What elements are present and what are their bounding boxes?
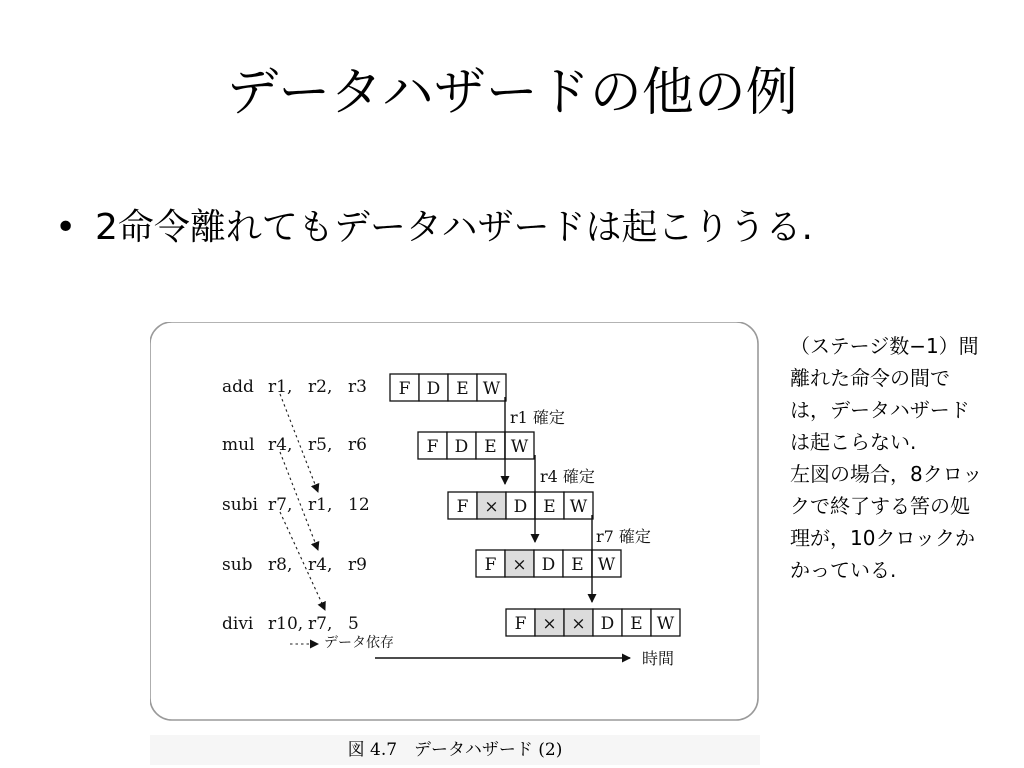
confirm-label-r4: r4 確定 — [540, 467, 595, 486]
stall-label: × — [512, 555, 527, 575]
stage-label: E — [484, 437, 497, 457]
stage-label: F — [514, 614, 527, 634]
instruction-2-src2: r6 — [348, 435, 367, 455]
note-line: 理が，10クロックか — [790, 526, 976, 550]
instruction-2-src1: r5, — [308, 435, 333, 455]
pipeline-diagram — [150, 322, 760, 722]
pipeline-figure — [150, 322, 760, 722]
instruction-1-dst: r1, — [268, 377, 293, 397]
stage-label: W — [510, 437, 529, 457]
bullet-text: 2命令離れてもデータハザードは起こりうる. — [95, 207, 813, 248]
stage-label: D — [600, 614, 615, 634]
instruction-5-op: divi — [222, 614, 254, 634]
bullet-dot-icon: • — [55, 207, 77, 248]
note-line: クで終了する筈の処 — [790, 494, 970, 518]
note-line: かっている. — [790, 558, 897, 582]
instruction-5-src2: 5 — [348, 614, 359, 634]
note-line: は起こらない. — [790, 430, 917, 454]
stage-label: D — [513, 497, 528, 517]
stage-label: E — [571, 555, 584, 575]
stage-label: W — [569, 497, 588, 517]
figure-caption: 図 4.7 データハザード (2) — [150, 735, 760, 765]
stage-label: W — [482, 379, 501, 399]
bullet-item — [55, 200, 813, 256]
confirm-label-r7: r7 確定 — [596, 527, 651, 546]
instruction-1-op: add — [222, 377, 254, 397]
instruction-4-dst: r8, — [268, 555, 293, 575]
stage-label: W — [656, 614, 675, 634]
side-note — [790, 330, 1015, 586]
legend-label: データ依存 — [324, 635, 394, 651]
instruction-5-dst: r10, — [268, 614, 304, 634]
time-label: 時間 — [642, 649, 675, 668]
stage-label: E — [630, 614, 643, 634]
instruction-3-dst: r7, — [268, 495, 293, 515]
note-line: 左図の場合，8クロッ — [790, 462, 983, 486]
instruction-1-src2: r3 — [348, 377, 367, 397]
note-line: 離れた命令の間で — [790, 366, 950, 390]
instruction-4-src1: r4, — [308, 555, 333, 575]
stage-label: E — [543, 497, 556, 517]
instruction-3-op: subi — [222, 495, 258, 515]
instruction-3-src2: 12 — [348, 495, 370, 515]
stall-label: × — [571, 614, 586, 634]
note-line: は，データハザード — [790, 398, 970, 422]
stage-label: F — [456, 497, 469, 517]
stage-label: F — [426, 437, 439, 457]
stage-label: D — [454, 437, 469, 457]
stage-label: D — [426, 379, 441, 399]
stage-label: E — [456, 379, 469, 399]
slide-title: データハザードの他の例 — [226, 63, 798, 123]
instruction-5-src1: r7, — [308, 614, 333, 634]
instruction-2-dst: r4, — [268, 435, 293, 455]
note-line: （ステージ数−1）間 — [790, 334, 979, 358]
confirm-label-r1: r1 確定 — [510, 408, 565, 427]
stage-label: W — [597, 555, 616, 575]
instruction-4-op: sub — [222, 555, 253, 575]
stage-label: D — [541, 555, 556, 575]
stage-label: F — [484, 555, 497, 575]
instruction-1-src1: r2, — [308, 377, 333, 397]
instruction-4-src2: r9 — [348, 555, 367, 575]
instruction-2-op: mul — [222, 435, 255, 455]
stall-label: × — [484, 497, 499, 517]
stage-label: F — [398, 379, 411, 399]
stall-label: × — [542, 614, 557, 634]
instruction-3-src1: r1, — [308, 495, 333, 515]
